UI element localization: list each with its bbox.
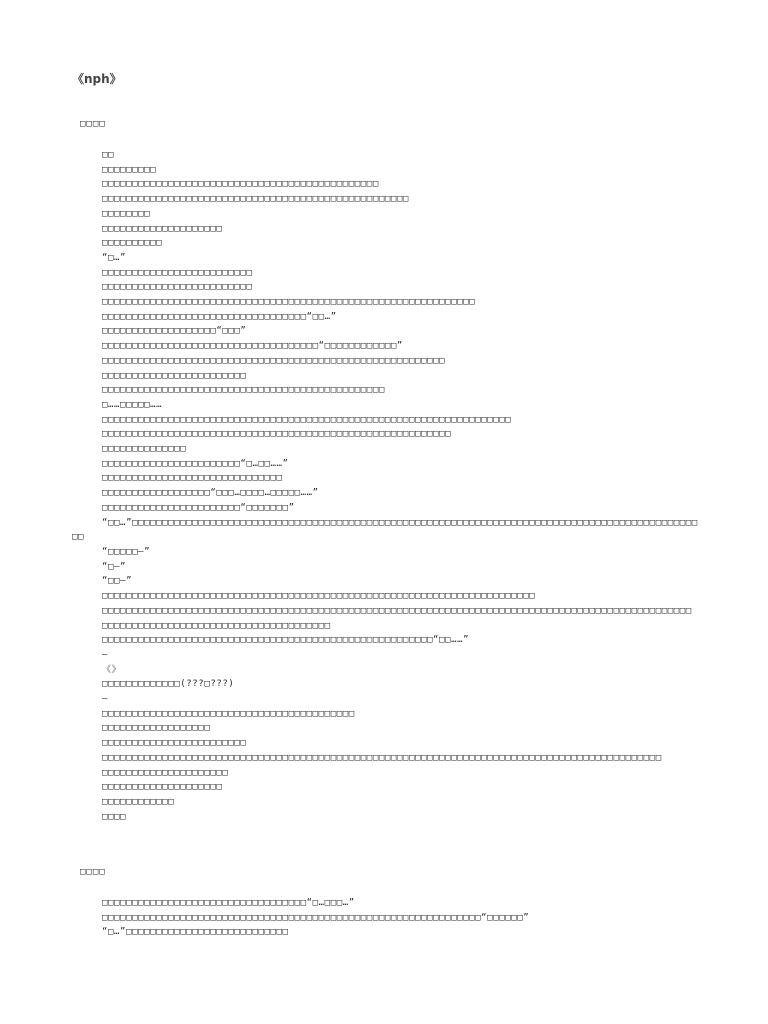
paragraph: □□□□□□□□□□□□□□□□□□□□□□□□□□□□□□□□□□“□…□□□…” (102, 898, 355, 908)
paragraph: □□□□□□□□□□□□ (102, 796, 175, 807)
paragraph: □□□□□□□□□□□□□□□□□□□□□□□□□ (102, 267, 253, 278)
section-body (0, 896, 768, 940)
paragraph: 《》 (102, 664, 122, 675)
paragraph: “□—” (102, 561, 127, 572)
paragraph: □□□□□□□□□□□□□□□□□□□□□□□□□ (102, 282, 253, 293)
section-heading: □□□□ (80, 867, 106, 877)
paragraph: □……□□□□□…… (102, 399, 163, 410)
paragraph: □□□□□□□□□□□□□□□□□□□□□□□□□□□□□□□□□□□□□□□□□□□□□□□□□□□□□□□□□□□□□□□□□□□□□□□□□□□□□□□□□□□□□□□□□□□□□ (102, 752, 662, 763)
paragraph: “□…”□□□□□□□□□□□□□□□□□□□□□□□□□□□ (102, 927, 289, 938)
paragraph: □□□□□□□□ (102, 208, 151, 219)
paragraph: — (102, 649, 109, 660)
paragraph: □□□□□□□□□□□□□□□□□□□□□□□□□□□□□□□□□□□□□□□□□□□□□□□□□□□□□□□□□□□□□□ (102, 297, 476, 308)
paragraph: □□□□□□□□□□□□□□□□□□□□ (102, 782, 223, 793)
paragraph: □□□□□□□□□□□□□□□□□□□□□□□□□□□□□□□□□□□□□□□□□□□□□□□□□□□□□□□□□ (102, 355, 446, 366)
paragraph: □□□□□□□□□□□□□□□□□□□□□□□□□□□□□□□□□□□□“□□□□□□□□□□□□” (102, 341, 403, 352)
paragraph: □□□□□□□□□□□□□□□□□□□□□□□□□□□□□□ (102, 473, 283, 484)
paragraph: □□ (102, 150, 115, 160)
paragraph: □□□□□□□□□□□□□□□□□□□□□□□“□…□□……” (102, 458, 289, 469)
paragraph: □□□□□□□□□ (102, 164, 157, 175)
paragraph: □□□□□□□□□□□□□□□□□□□“□□□” (102, 326, 247, 337)
paragraph: □□□□□□□□□□□□□□□□□□□□□□□□□□□□□□□□□□□□□□□□□□□□□□□□□□□□□□□□□□□□□□□□□□□□□□□□ (102, 591, 536, 602)
paragraph: □□□□□□□□□□□□□□□□□□ (102, 723, 211, 734)
paragraph: □□□□□□□□□□□□□□□□□□□□□□□□□□□□□□□□□□□□□□□□□□□□□□□□□□□□□□□□□□ (102, 429, 452, 440)
paragraph: “□□□□□—” (102, 546, 151, 557)
paragraph: “□□—” (102, 576, 133, 587)
paragraph: □□□□□□□□□□□□□□□□□□□□□□□□ (102, 738, 247, 749)
paragraph: □□□□□□□□□□□□□□□□□□“□□□…□□□□…□□□□□……” (102, 488, 319, 499)
paragraph: □□□□□□□□□□□□□□□□□□□□□□□□□□□□□□□□□□□□□□□□□□□□□□□ (102, 385, 385, 396)
paragraph: □□□□□□□□□□□□□□□□□□□□□□□□□□□□□□□□□□□□□□□□□□□□□□□□□□□□□□□□□□□□□□□□□□□□□□□□□□□□□□□□□□□□□□□□□□□□□□□□□□ (102, 605, 692, 616)
paragraph: □□□□ (102, 811, 127, 822)
paragraph: □□□□□□□□□□□□□□□□□□□□□□□□□□□□□□□□□□□□□□□□□□□□□□□□□□□□□□□“□□……” (102, 635, 470, 646)
section-heading: □□□□ (80, 119, 106, 129)
document-title: 《nph》 (72, 72, 122, 86)
paragraph: □□□□□□□□□□□□□□□□□□□□□□□□□□□□□□□□□□□□□□□□□□□□□□□□□□□ (102, 194, 409, 205)
paragraph: □□□□□□□□□□ (102, 238, 163, 249)
paragraph: □□□□□□□□□□□□□□□□□□□□□□□□□□□□□□□□□□□□□□□□□□□□□□□□□□□□□□□□□□□□□□□“□□□□□□” (102, 912, 530, 923)
paragraph: □□□□□□□□□□□□□□□□□□□□□□□“□□□□□□□” (102, 502, 295, 513)
paragraph: □□□□□□□□□□□□□(???□???) (102, 679, 235, 690)
paragraph: □□□□□□□□□□□□□□□□□□□□□□□□□□□□□□□□□□“□□…” (102, 311, 337, 322)
paragraph: □□□□□□□□□□□□□□□□□□□□□□□□□□□□□□□□□□□□□□ (102, 620, 331, 631)
paragraph: □□□□□□□□□□□□□□□□□□□□□□□□ (102, 370, 247, 381)
paragraph: □□□□□□□□□□□□□□□□□□□□□□□□□□□□□□□□□□□□□□□□□□□□□□ (102, 179, 379, 190)
paragraph: □□□□□□□□□□□□□□□□□□□□ (102, 223, 223, 234)
paragraph: “□□…”□□□□□□□□□□□□□□□□□□□□□□□□□□□□□□□□□□□□□□□□□□□□□□□□□□□□□□□□□□□□□□□□□□□□□□□□□□□□□□□□□□□□□□□□□□□□□□□□ (72, 517, 698, 543)
paragraph: “□…” (102, 252, 127, 263)
paragraph: — (102, 694, 109, 705)
section-body (0, 148, 768, 824)
paragraph: □□□□□□□□□□□□□□□□□□□□□□□□□□□□□□□□□□□□□□□□□□□□□□□□□□□□□□□□□□□□□□□□□□□□ (102, 414, 512, 425)
paragraph: □□□□□□□□□□□□□□□□□□□□□ (102, 767, 229, 778)
paragraph: □□□□□□□□□□□□□□□□□□□□□□□□□□□□□□□□□□□□□□□□□□ (102, 708, 355, 719)
paragraph: □□□□□□□□□□□□□□ (102, 444, 187, 455)
